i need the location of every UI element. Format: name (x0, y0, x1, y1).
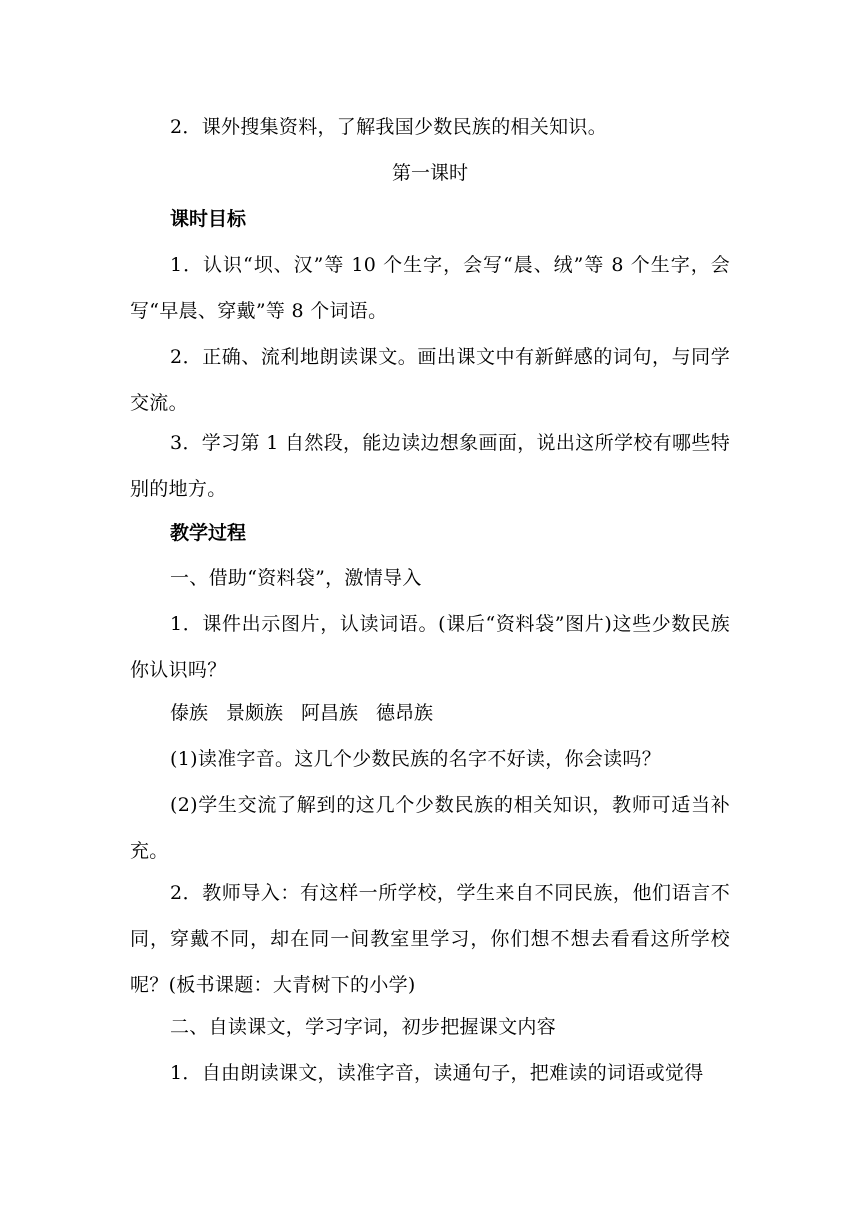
goal-3: 3．学习第 1 自然段，能边读边想象画面，说出这所学校有哪些特别的地方。 (130, 432, 730, 500)
step-3: 1．自由朗读课文，读准字音，读通句子，把难读的词语或觉得 (170, 1062, 704, 1084)
ethnic-group-item: 景颇族 (226, 702, 284, 724)
ethnic-group-list (170, 690, 433, 736)
ethnic-group-item: 阿昌族 (301, 702, 359, 724)
paragraph-intro-2: 2．课外搜集资料，了解我国少数民族的相关知识。 (170, 116, 607, 138)
ethnic-group-item: 傣族 (170, 702, 209, 724)
goal-1: 1．认识“坝、汉”等 10 个生字，会写“晨、绒”等 8 个生字，会写“早晨、穿戴”等 8 个词语。 (130, 254, 730, 322)
goals-heading: 课时目标 (170, 208, 247, 230)
section-1-heading: 一、借助“资料袋”，激情导入 (170, 567, 422, 589)
step-2: 2．教师导入：有这样一所学校，学生来自不同民族，他们语言不同，穿戴不同，却在同一间教室里学习，你们想不想去看看这所学校呢？(板书课题：大青树下的小学) (130, 882, 730, 996)
ethnic-group-item: 德昂族 (376, 702, 434, 724)
sub-step-2: (2)学生交流了解到的这几个少数民族的相关知识，教师可适当补充。 (130, 794, 730, 862)
sub-step-1: (1)读准字音。这几个少数民族的名字不好读，你会读吗？ (170, 748, 662, 770)
section-2-heading: 二、自读课文，学习字词，初步把握课文内容 (170, 1016, 557, 1038)
step-1: 1．课件出示图片，认读词语。(课后“资料袋”图片)这些少数民族你认识吗？ (130, 613, 730, 681)
goal-2: 2．正确、流利地朗读课文。画出课文中有新鲜感的词句，与同学交流。 (130, 346, 730, 414)
process-heading: 教学过程 (170, 522, 247, 544)
lesson-title: 第一课时 (391, 162, 468, 184)
